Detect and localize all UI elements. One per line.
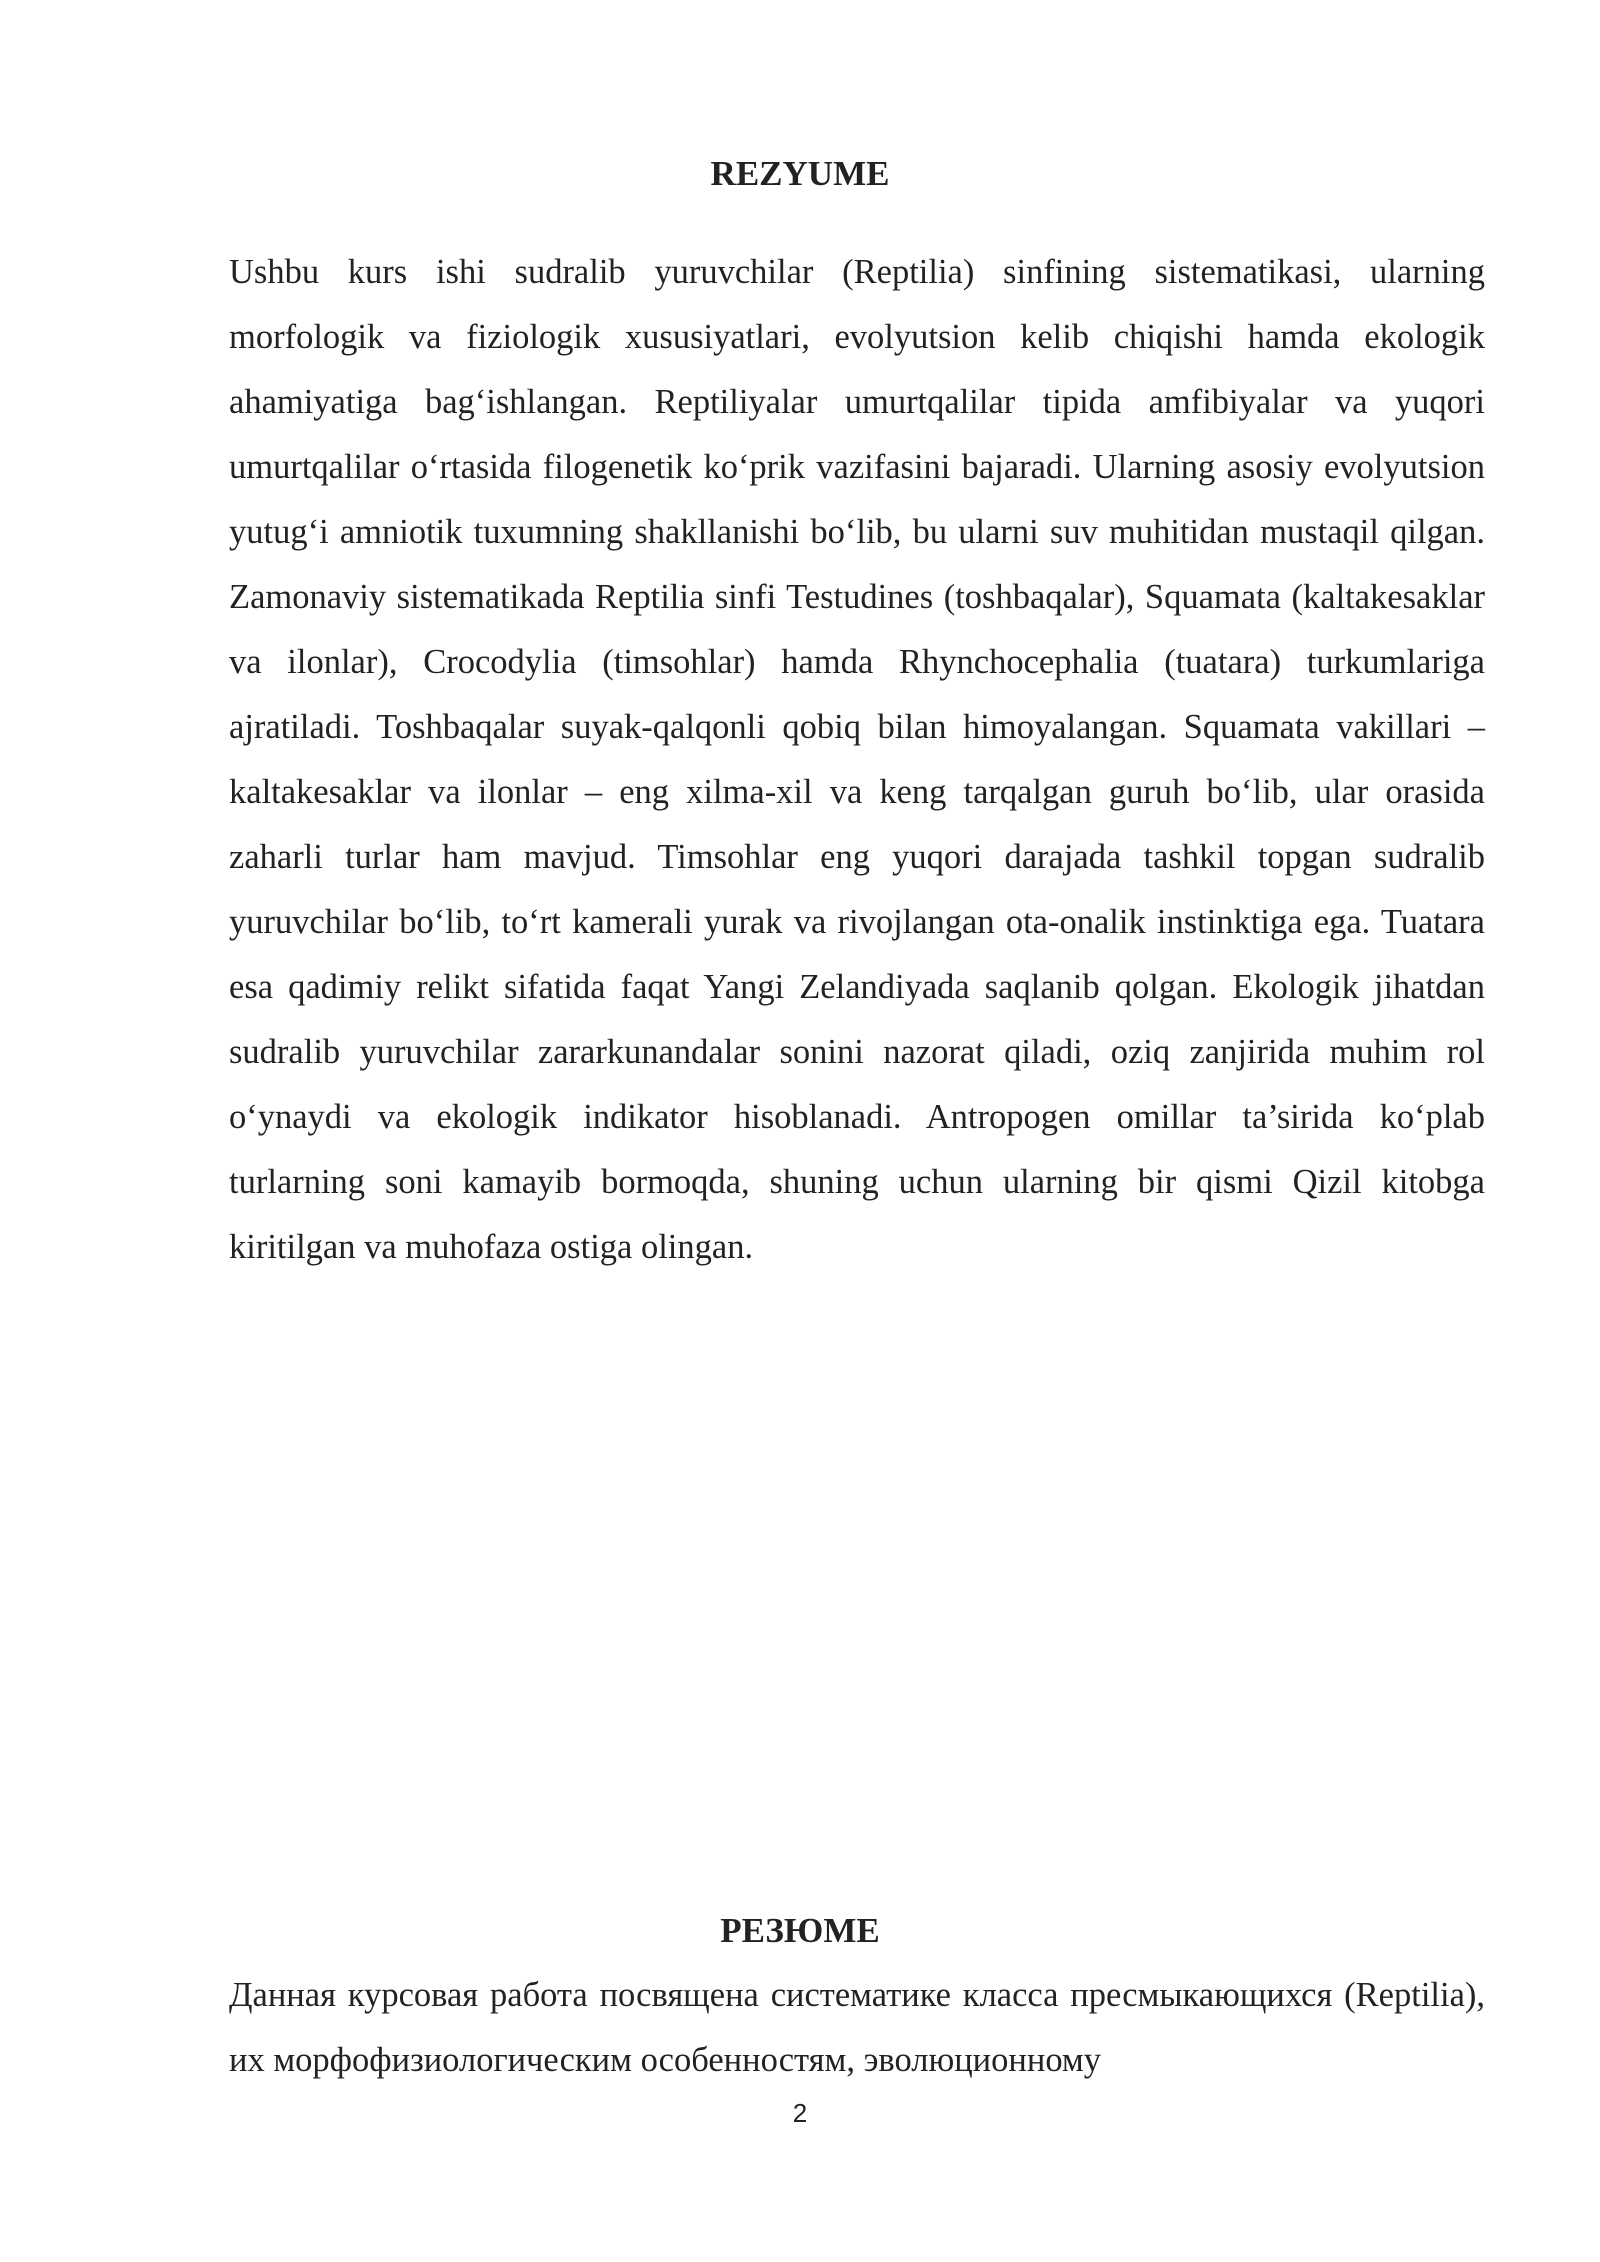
summary-paragraph-uzbek: Ushbu kurs ishi sudralib yuruvchilar (Reptilia) sinfining sistematikasi, ularning morfologik va fiziologik xususiyatlari, evolyutsion kelib chiqishi hamda ekologik ahamiyatiga bag‘ishlangan. Reptiliyalar umurtqalilar tipida amfibiyalar va yuqori umurtqalilar o‘rtasida filogenetik ko‘prik vazifasini bajaradi. Ularning asosiy evolyutsion yutug‘i amniotik tuxumning shakllanishi bo‘lib, bu ularni suv muhitidan mustaqil qilgan. Zamonaviy sistematikada Reptilia sinfi Testudines (toshbaqalar), Squamata (kaltakesaklar va ilonlar), Crocodylia (timsohlar) hamda Rhynchocephalia (tuatara) turkumlariga ajratiladi. Toshbaqalar suyak-qalqonli qobiq bilan himoyalangan. Squamata vakillari – kaltakesaklar va ilonlar – eng xilma-xil va keng tarqalgan guruh bo‘lib, ular orasida zaharli turlar ham mavjud. Timsohlar eng yuqori darajada tashkil topgan sudralib yuruvchilar bo‘lib, to‘rt kamerali yurak va rivojlangan ota-onalik instinktiga ega. Tuatara esa qadimiy relikt sifatida faqat Yangi Zelandiyada saqlanib qolgan. Ekologik jihatdan sudralib yuruvchilar zararkunandalar sonini nazorat qiladi, oziq zanjirida muhim rol o‘ynaydi va ekologik indikator hisoblanadi. Antropogen omillar ta’sirida ko‘plab turlarning soni kamayib bormoqda, shuning uchun ularning bir qismi Qizil kitobga kiritilgan va muhofaza ostiga olingan. <box>229 253 1485 1266</box>
summary-heading-uzbek: REZYUME <box>710 154 890 193</box>
summary-heading-russian: РЕЗЮМЕ <box>720 1911 880 1950</box>
summary-paragraph-russian: Данная курсовая работа посвящена систематике класса пресмыкающихся (Reptilia), их морфофизиологическим особенностям, эволюционному <box>229 1976 1485 2079</box>
page-number: 2 <box>792 2098 808 2128</box>
